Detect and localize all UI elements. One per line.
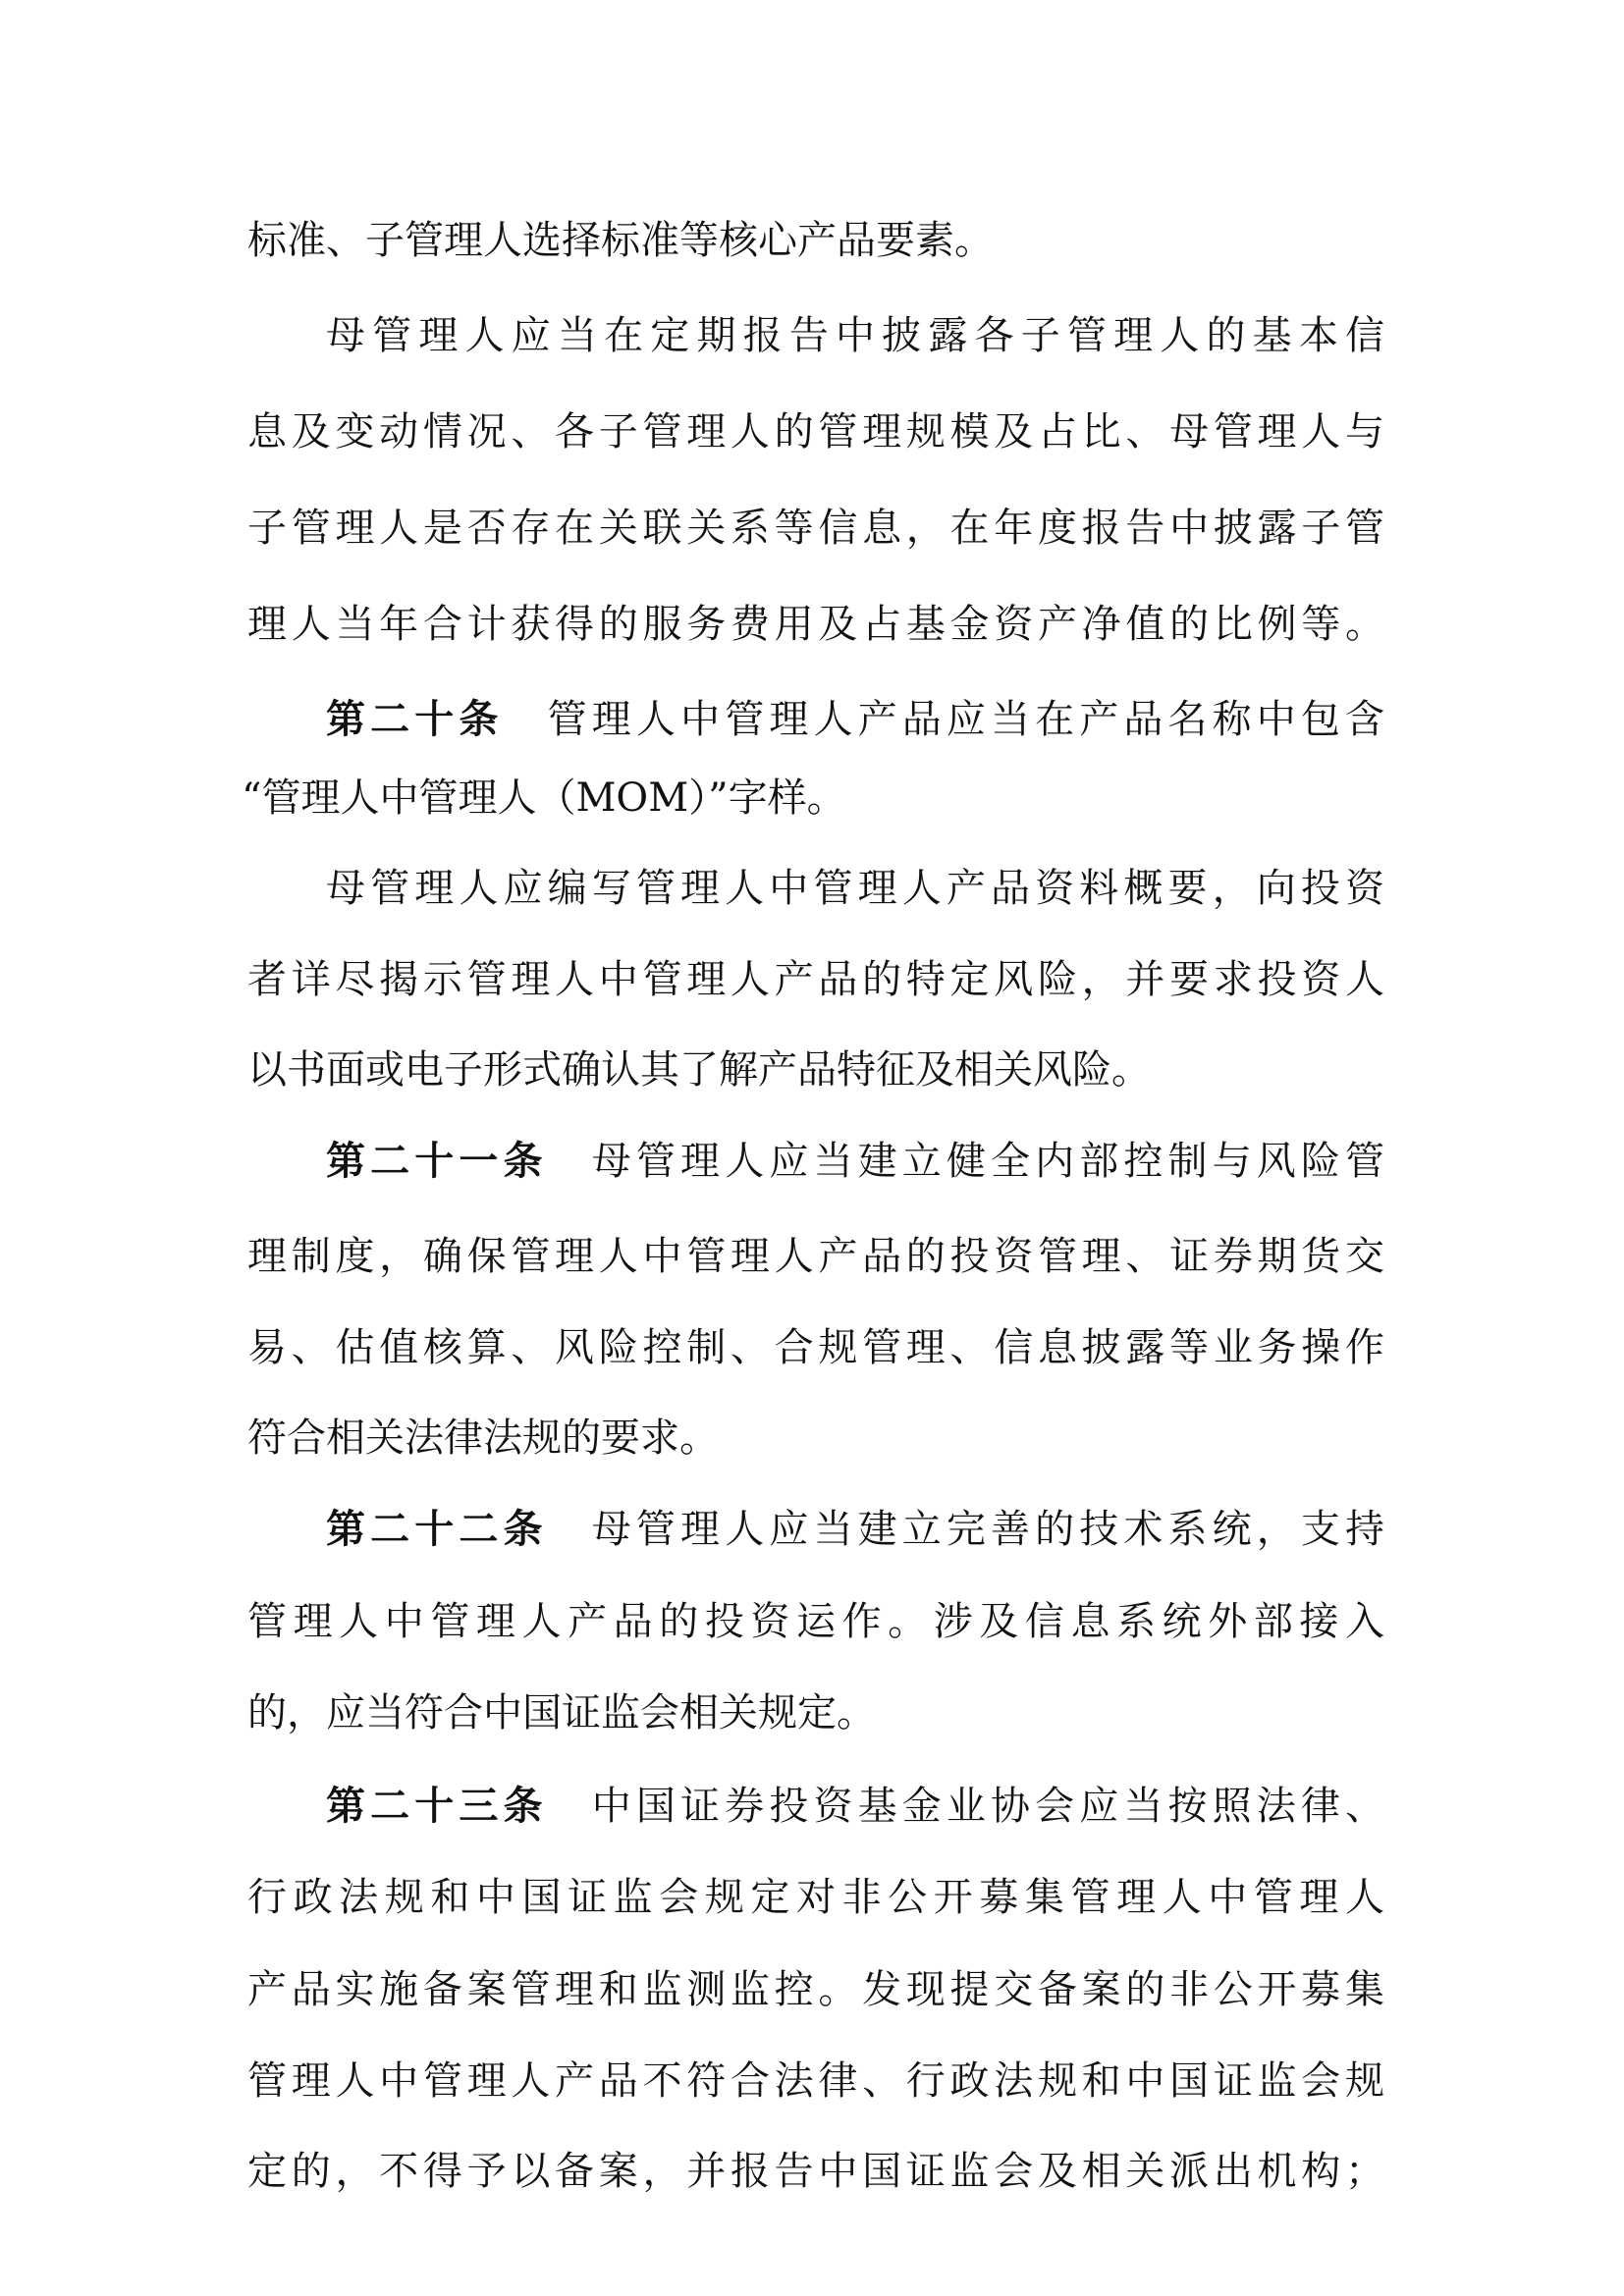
article-heading: 第二十一条	[326, 1138, 548, 1184]
article-heading: 第二十三条	[326, 1783, 548, 1829]
text-line	[247, 1308, 1384, 1387]
text-line	[247, 2132, 1384, 2211]
text-line	[247, 1031, 1384, 1109]
line-text: 管理人中管理人产品不符合法律、行政法规和中国证监会规	[247, 2058, 1384, 2104]
line-text: 理制度，确保管理人中管理人产品的投资管理、证券期货交	[247, 1234, 1384, 1279]
line-text: 母管理人应编写管理人中管理人产品资料概要，向投资	[326, 866, 1384, 911]
line-text: 管理人中管理人产品的投资运作。涉及信息系统外部接入	[247, 1599, 1384, 1644]
article-23-line	[326, 1767, 1384, 1845]
text-line	[247, 1858, 1384, 1937]
line-text: 产品实施备案管理和监测监控。发现提交备案的非公开募集	[247, 1967, 1384, 2012]
line-text: 符合相关法律法规的要求。	[247, 1415, 719, 1461]
text-line	[247, 1399, 1384, 1477]
line-text: 定的，不得予以备案，并报告中国证监会及相关派出机构；	[247, 2149, 1384, 2194]
article-heading: 第二十条	[326, 696, 504, 742]
text-line	[247, 1950, 1384, 2029]
text-line	[247, 940, 1384, 1019]
line-text: 母管理人应当在定期报告中披露各子管理人的基本信	[326, 313, 1384, 358]
line-text: 的，应当符合中国证监会相关规定。	[247, 1690, 876, 1735]
line-text: 息及变动情况、各子管理人的管理规模及占比、母管理人与	[247, 409, 1384, 454]
line-text: 易、估值核算、风险控制、合规管理、信息披露等业务操作	[247, 1325, 1384, 1370]
text-line	[247, 393, 1384, 471]
line-text: 标准、子管理人选择标准等核心产品要素。	[247, 218, 994, 263]
line-text: 中国证券投资基金业协会应当按照法律、	[591, 1784, 1384, 1829]
text-line	[242, 759, 1379, 837]
text-line	[247, 1674, 1384, 1752]
article-heading: 第二十二条	[326, 1506, 548, 1552]
article-22-line	[326, 1490, 1384, 1569]
line-text: 者详尽揭示管理人中管理人产品的特定风险，并要求投资人	[247, 957, 1384, 1002]
line-text: 理人当年合计获得的服务费用及占基金资产净值的比例等。	[247, 602, 1384, 647]
text-line	[247, 1217, 1384, 1296]
text-line	[247, 1582, 1384, 1661]
line-text: 管理人中管理人产品应当在产品名称中包含	[547, 697, 1384, 742]
text-line	[326, 849, 1384, 928]
line-text: 子管理人是否存在关联关系等信息，在年度报告中披露子管	[247, 506, 1384, 551]
line-text: 母管理人应当建立健全内部控制与风险管	[591, 1139, 1384, 1184]
line-text: 行政法规和中国证监会规定对非公开募集管理人中管理人	[247, 1875, 1384, 1920]
text-line	[247, 489, 1384, 567]
article-20-line	[326, 680, 1384, 759]
line-text: 母管理人应当建立完善的技术系统，支持	[591, 1507, 1384, 1552]
text-line	[247, 2042, 1384, 2120]
line-text: “管理人中管理人（MOM）”字样。	[242, 775, 846, 821]
text-line	[326, 296, 1384, 375]
text-line	[247, 585, 1384, 664]
text-line	[247, 201, 1384, 280]
line-text: 以书面或电子形式确认其了解产品特征及相关风险。	[247, 1047, 1151, 1093]
article-21-line	[326, 1122, 1384, 1201]
